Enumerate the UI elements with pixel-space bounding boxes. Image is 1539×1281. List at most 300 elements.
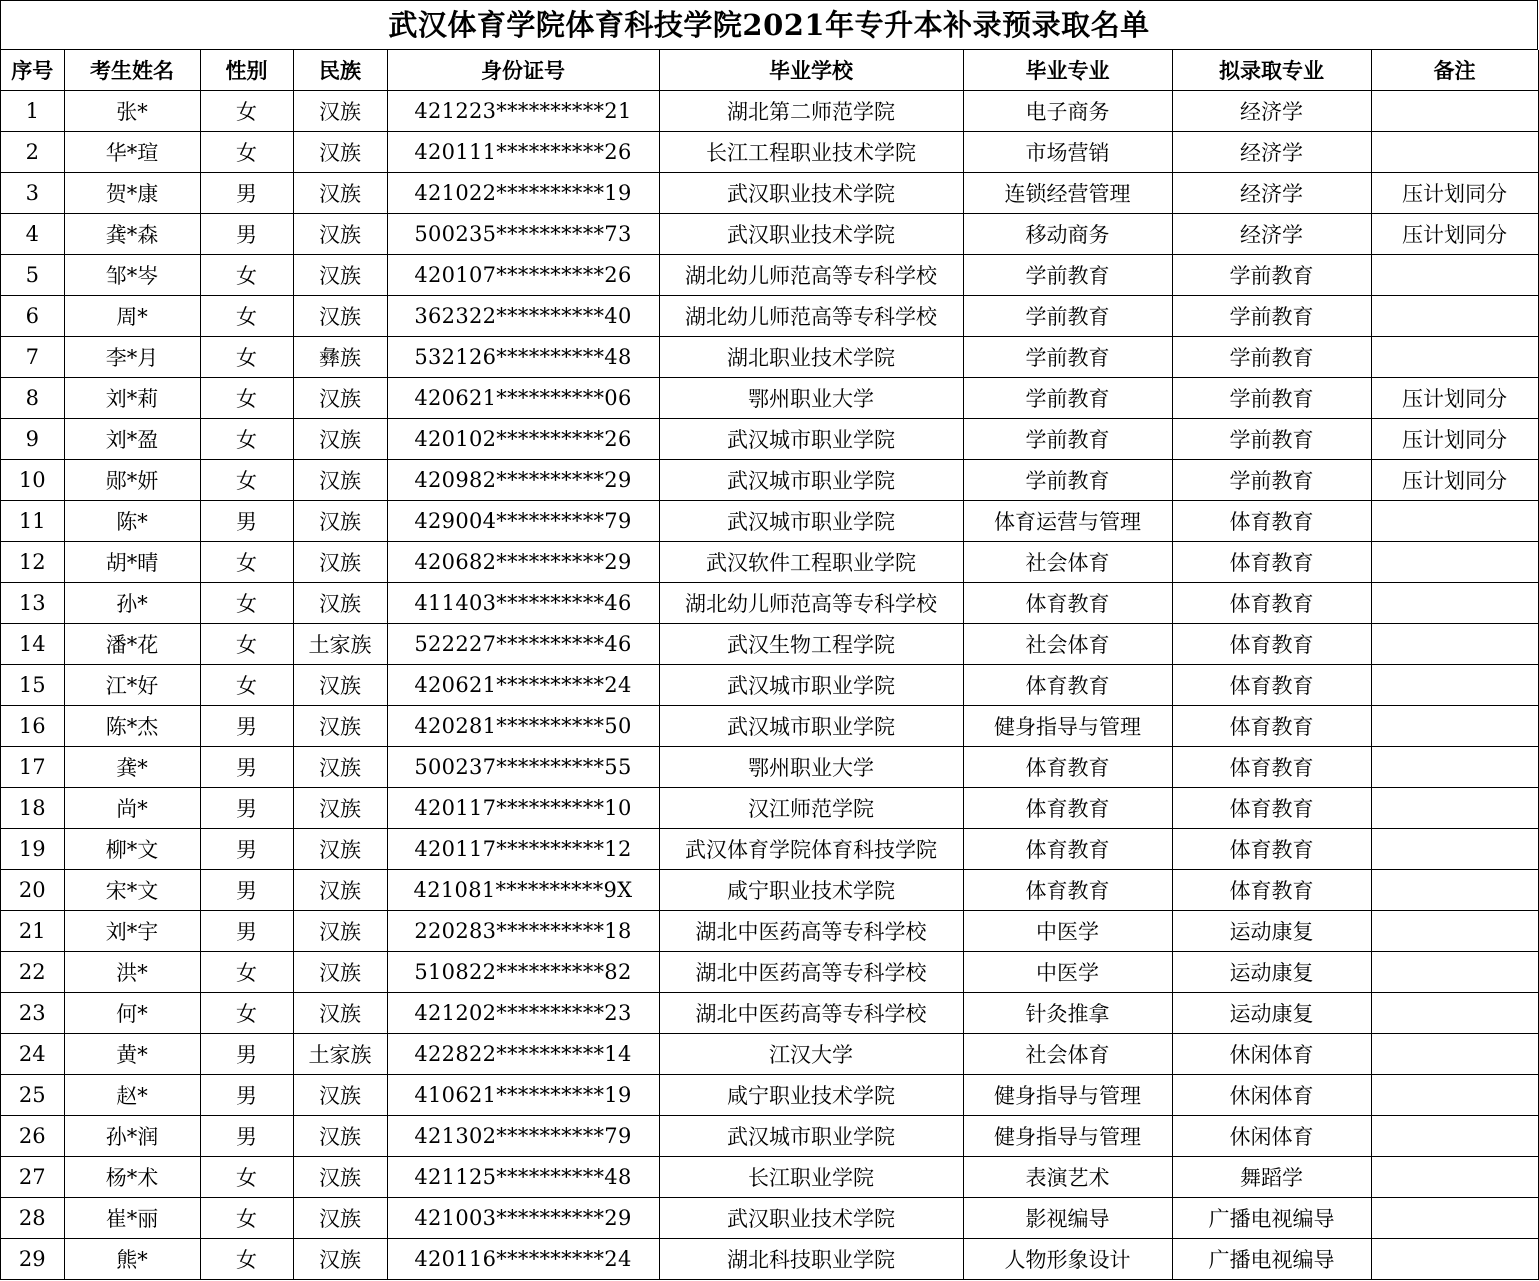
cell-name: 华*瑄 <box>64 132 200 173</box>
cell-ethnicity: 汉族 <box>293 132 387 173</box>
cell-gender: 女 <box>200 419 293 460</box>
cell-ethnicity: 汉族 <box>293 1075 387 1116</box>
cell-graduate-major: 中医学 <box>963 911 1172 952</box>
cell-ethnicity: 汉族 <box>293 501 387 542</box>
cell-id-number: 420117**********12 <box>387 829 659 870</box>
cell-admitted-major: 体育教育 <box>1172 706 1371 747</box>
col-header-name: 考生姓名 <box>64 50 200 91</box>
cell-ethnicity: 汉族 <box>293 1116 387 1157</box>
cell-index: 26 <box>1 1116 64 1157</box>
cell-id-number: 220283**********18 <box>387 911 659 952</box>
col-header-id-number: 身份证号 <box>387 50 659 91</box>
col-header-graduate-major: 毕业专业 <box>963 50 1172 91</box>
cell-ethnicity: 土家族 <box>293 624 387 665</box>
cell-index: 14 <box>1 624 64 665</box>
cell-name: 周* <box>64 296 200 337</box>
cell-graduate-school: 武汉软件工程职业学院 <box>659 542 963 583</box>
cell-admitted-major: 体育教育 <box>1172 583 1371 624</box>
table-row <box>1 788 1538 829</box>
cell-admitted-major: 休闲体育 <box>1172 1116 1371 1157</box>
table-row <box>1 542 1538 583</box>
cell-graduate-major: 体育教育 <box>963 665 1172 706</box>
cell-remarks <box>1371 583 1538 624</box>
cell-remarks <box>1371 132 1538 173</box>
col-header-remarks: 备注 <box>1371 50 1538 91</box>
table-row <box>1 747 1538 788</box>
cell-name: 刘*盈 <box>64 419 200 460</box>
cell-gender: 男 <box>200 1116 293 1157</box>
cell-graduate-major: 体育教育 <box>963 829 1172 870</box>
cell-id-number: 420982**********29 <box>387 460 659 501</box>
cell-graduate-school: 武汉城市职业学院 <box>659 1116 963 1157</box>
cell-id-number: 522227**********46 <box>387 624 659 665</box>
cell-admitted-major: 运动康复 <box>1172 952 1371 993</box>
cell-gender: 女 <box>200 583 293 624</box>
cell-remarks: 压计划同分 <box>1371 419 1538 460</box>
table-row <box>1 214 1538 255</box>
cell-ethnicity: 汉族 <box>293 1198 387 1239</box>
cell-admitted-major: 体育教育 <box>1172 624 1371 665</box>
cell-graduate-school: 武汉生物工程学院 <box>659 624 963 665</box>
cell-id-number: 420107**********26 <box>387 255 659 296</box>
cell-admitted-major: 广播电视编导 <box>1172 1198 1371 1239</box>
cell-graduate-school: 武汉城市职业学院 <box>659 501 963 542</box>
cell-remarks <box>1371 788 1538 829</box>
cell-graduate-major: 学前教育 <box>963 419 1172 460</box>
cell-index: 19 <box>1 829 64 870</box>
cell-name: 孙*润 <box>64 1116 200 1157</box>
cell-gender: 男 <box>200 173 293 214</box>
cell-id-number: 421003**********29 <box>387 1198 659 1239</box>
cell-name: 龚* <box>64 747 200 788</box>
cell-admitted-major: 学前教育 <box>1172 419 1371 460</box>
cell-index: 10 <box>1 460 64 501</box>
cell-graduate-school: 武汉城市职业学院 <box>659 665 963 706</box>
cell-graduate-major: 市场营销 <box>963 132 1172 173</box>
cell-graduate-major: 针灸推拿 <box>963 993 1172 1034</box>
cell-gender: 女 <box>200 542 293 583</box>
cell-id-number: 500237**********55 <box>387 747 659 788</box>
cell-id-number: 422822**********14 <box>387 1034 659 1075</box>
cell-gender: 女 <box>200 952 293 993</box>
cell-index: 20 <box>1 870 64 911</box>
cell-index: 23 <box>1 993 64 1034</box>
cell-graduate-school: 武汉城市职业学院 <box>659 706 963 747</box>
cell-graduate-school: 武汉体育学院体育科技学院 <box>659 829 963 870</box>
table-row <box>1 91 1538 132</box>
document-title: 武汉体育学院体育科技学院2021年专升本补录预录取名单 <box>1 1 1538 50</box>
table-row <box>1 1075 1538 1116</box>
cell-name: 杨*术 <box>64 1157 200 1198</box>
table-row <box>1 870 1538 911</box>
cell-graduate-major: 学前教育 <box>963 255 1172 296</box>
cell-graduate-school: 湖北幼儿师范高等专科学校 <box>659 255 963 296</box>
cell-index: 22 <box>1 952 64 993</box>
cell-name: 郧*妍 <box>64 460 200 501</box>
cell-admitted-major: 经济学 <box>1172 173 1371 214</box>
cell-remarks <box>1371 829 1538 870</box>
cell-graduate-major: 健身指导与管理 <box>963 1075 1172 1116</box>
admission-table <box>1 50 1539 1280</box>
cell-admitted-major: 体育教育 <box>1172 788 1371 829</box>
cell-ethnicity: 汉族 <box>293 747 387 788</box>
cell-ethnicity: 汉族 <box>293 665 387 706</box>
cell-ethnicity: 汉族 <box>293 993 387 1034</box>
table-body <box>1 91 1538 1280</box>
cell-gender: 男 <box>200 829 293 870</box>
cell-graduate-school: 咸宁职业技术学院 <box>659 870 963 911</box>
cell-graduate-school: 武汉职业技术学院 <box>659 1198 963 1239</box>
table-row <box>1 1239 1538 1280</box>
cell-gender: 男 <box>200 911 293 952</box>
cell-name: 陈*杰 <box>64 706 200 747</box>
cell-graduate-major: 连锁经营管理 <box>963 173 1172 214</box>
cell-graduate-major: 学前教育 <box>963 460 1172 501</box>
cell-graduate-major: 影视编导 <box>963 1198 1172 1239</box>
cell-index: 28 <box>1 1198 64 1239</box>
table-row <box>1 501 1538 542</box>
cell-ethnicity: 汉族 <box>293 1157 387 1198</box>
table-row <box>1 173 1538 214</box>
cell-index: 17 <box>1 747 64 788</box>
table-row <box>1 624 1538 665</box>
cell-gender: 女 <box>200 296 293 337</box>
cell-index: 4 <box>1 214 64 255</box>
table-row <box>1 911 1538 952</box>
cell-id-number: 421022**********19 <box>387 173 659 214</box>
cell-id-number: 429004**********79 <box>387 501 659 542</box>
cell-ethnicity: 汉族 <box>293 378 387 419</box>
cell-admitted-major: 体育教育 <box>1172 747 1371 788</box>
cell-ethnicity: 汉族 <box>293 1239 387 1280</box>
cell-name: 孙* <box>64 583 200 624</box>
cell-index: 18 <box>1 788 64 829</box>
cell-index: 15 <box>1 665 64 706</box>
cell-gender: 男 <box>200 1075 293 1116</box>
cell-index: 16 <box>1 706 64 747</box>
cell-gender: 男 <box>200 747 293 788</box>
cell-remarks <box>1371 296 1538 337</box>
cell-index: 13 <box>1 583 64 624</box>
table-row <box>1 255 1538 296</box>
cell-remarks: 压计划同分 <box>1371 378 1538 419</box>
cell-graduate-major: 表演艺术 <box>963 1157 1172 1198</box>
cell-id-number: 421125**********48 <box>387 1157 659 1198</box>
cell-admitted-major: 体育教育 <box>1172 870 1371 911</box>
cell-graduate-major: 健身指导与管理 <box>963 706 1172 747</box>
cell-admitted-major: 学前教育 <box>1172 255 1371 296</box>
cell-admitted-major: 学前教育 <box>1172 337 1371 378</box>
cell-name: 陈* <box>64 501 200 542</box>
cell-index: 5 <box>1 255 64 296</box>
cell-name: 柳*文 <box>64 829 200 870</box>
cell-graduate-major: 社会体育 <box>963 624 1172 665</box>
cell-gender: 女 <box>200 255 293 296</box>
cell-admitted-major: 体育教育 <box>1172 542 1371 583</box>
col-header-graduate-school: 毕业学校 <box>659 50 963 91</box>
table-row <box>1 583 1538 624</box>
cell-graduate-school: 鄂州职业大学 <box>659 747 963 788</box>
cell-remarks <box>1371 1034 1538 1075</box>
cell-remarks <box>1371 337 1538 378</box>
cell-graduate-major: 人物形象设计 <box>963 1239 1172 1280</box>
cell-id-number: 362322**********40 <box>387 296 659 337</box>
cell-index: 27 <box>1 1157 64 1198</box>
cell-remarks <box>1371 91 1538 132</box>
cell-remarks <box>1371 870 1538 911</box>
cell-name: 龚*森 <box>64 214 200 255</box>
cell-remarks <box>1371 1198 1538 1239</box>
cell-name: 赵* <box>64 1075 200 1116</box>
cell-graduate-major: 电子商务 <box>963 91 1172 132</box>
cell-remarks <box>1371 747 1538 788</box>
cell-graduate-school: 湖北中医药高等专科学校 <box>659 993 963 1034</box>
cell-graduate-school: 武汉城市职业学院 <box>659 460 963 501</box>
cell-admitted-major: 运动康复 <box>1172 993 1371 1034</box>
cell-admitted-major: 经济学 <box>1172 214 1371 255</box>
cell-name: 张* <box>64 91 200 132</box>
cell-ethnicity: 汉族 <box>293 583 387 624</box>
cell-gender: 女 <box>200 665 293 706</box>
cell-admitted-major: 休闲体育 <box>1172 1075 1371 1116</box>
cell-ethnicity: 汉族 <box>293 952 387 993</box>
table-row <box>1 132 1538 173</box>
cell-id-number: 532126**********48 <box>387 337 659 378</box>
cell-gender: 女 <box>200 1157 293 1198</box>
cell-ethnicity: 汉族 <box>293 173 387 214</box>
cell-ethnicity: 汉族 <box>293 255 387 296</box>
cell-remarks <box>1371 255 1538 296</box>
cell-remarks <box>1371 501 1538 542</box>
cell-id-number: 420116**********24 <box>387 1239 659 1280</box>
cell-id-number: 420682**********29 <box>387 542 659 583</box>
cell-id-number: 420621**********24 <box>387 665 659 706</box>
col-header-ethnicity: 民族 <box>293 50 387 91</box>
cell-remarks <box>1371 993 1538 1034</box>
table-row <box>1 419 1538 460</box>
table-row <box>1 952 1538 993</box>
cell-ethnicity: 汉族 <box>293 706 387 747</box>
cell-ethnicity: 土家族 <box>293 1034 387 1075</box>
cell-graduate-school: 武汉职业技术学院 <box>659 214 963 255</box>
cell-id-number: 411403**********46 <box>387 583 659 624</box>
cell-index: 9 <box>1 419 64 460</box>
cell-graduate-school: 长江职业学院 <box>659 1157 963 1198</box>
cell-graduate-major: 体育教育 <box>963 747 1172 788</box>
cell-id-number: 421081**********9X <box>387 870 659 911</box>
cell-graduate-major: 体育运营与管理 <box>963 501 1172 542</box>
cell-graduate-school: 湖北职业技术学院 <box>659 337 963 378</box>
table-row <box>1 460 1538 501</box>
cell-admitted-major: 体育教育 <box>1172 665 1371 706</box>
cell-gender: 男 <box>200 870 293 911</box>
cell-index: 8 <box>1 378 64 419</box>
cell-admitted-major: 学前教育 <box>1172 378 1371 419</box>
cell-name: 刘*莉 <box>64 378 200 419</box>
cell-graduate-major: 体育教育 <box>963 583 1172 624</box>
cell-id-number: 420281**********50 <box>387 706 659 747</box>
cell-id-number: 420111**********26 <box>387 132 659 173</box>
cell-name: 何* <box>64 993 200 1034</box>
table-row <box>1 993 1538 1034</box>
cell-id-number: 410621**********19 <box>387 1075 659 1116</box>
cell-name: 潘*花 <box>64 624 200 665</box>
table-row <box>1 706 1538 747</box>
table-row <box>1 665 1538 706</box>
cell-graduate-school: 武汉职业技术学院 <box>659 173 963 214</box>
cell-ethnicity: 汉族 <box>293 829 387 870</box>
cell-gender: 男 <box>200 501 293 542</box>
cell-remarks <box>1371 952 1538 993</box>
cell-graduate-major: 移动商务 <box>963 214 1172 255</box>
cell-remarks <box>1371 624 1538 665</box>
cell-index: 24 <box>1 1034 64 1075</box>
cell-gender: 女 <box>200 378 293 419</box>
col-header-admitted-major: 拟录取专业 <box>1172 50 1371 91</box>
cell-ethnicity: 汉族 <box>293 542 387 583</box>
table-row <box>1 296 1538 337</box>
cell-gender: 女 <box>200 132 293 173</box>
cell-admitted-major: 舞蹈学 <box>1172 1157 1371 1198</box>
cell-graduate-school: 湖北中医药高等专科学校 <box>659 911 963 952</box>
table-row <box>1 378 1538 419</box>
cell-graduate-major: 学前教育 <box>963 337 1172 378</box>
cell-graduate-school: 鄂州职业大学 <box>659 378 963 419</box>
cell-id-number: 421302**********79 <box>387 1116 659 1157</box>
cell-id-number: 420117**********10 <box>387 788 659 829</box>
cell-admitted-major: 体育教育 <box>1172 829 1371 870</box>
cell-gender: 女 <box>200 91 293 132</box>
cell-name: 崔*丽 <box>64 1198 200 1239</box>
header-row <box>1 50 1538 91</box>
cell-remarks <box>1371 542 1538 583</box>
cell-gender: 男 <box>200 214 293 255</box>
cell-name: 邹*岑 <box>64 255 200 296</box>
cell-admitted-major: 经济学 <box>1172 91 1371 132</box>
cell-gender: 女 <box>200 1198 293 1239</box>
cell-graduate-major: 健身指导与管理 <box>963 1116 1172 1157</box>
col-header-gender: 性别 <box>200 50 293 91</box>
cell-ethnicity: 汉族 <box>293 419 387 460</box>
cell-ethnicity: 汉族 <box>293 460 387 501</box>
cell-graduate-major: 学前教育 <box>963 378 1172 419</box>
cell-name: 洪* <box>64 952 200 993</box>
cell-gender: 女 <box>200 1239 293 1280</box>
cell-name: 贺*康 <box>64 173 200 214</box>
cell-remarks <box>1371 911 1538 952</box>
cell-gender: 男 <box>200 1034 293 1075</box>
cell-name: 宋*文 <box>64 870 200 911</box>
cell-graduate-school: 长江工程职业技术学院 <box>659 132 963 173</box>
cell-id-number: 420621**********06 <box>387 378 659 419</box>
cell-id-number: 421223**********21 <box>387 91 659 132</box>
cell-ethnicity: 汉族 <box>293 91 387 132</box>
cell-remarks <box>1371 706 1538 747</box>
cell-ethnicity: 彝族 <box>293 337 387 378</box>
cell-ethnicity: 汉族 <box>293 911 387 952</box>
col-header-index: 序号 <box>1 50 64 91</box>
cell-remarks: 压计划同分 <box>1371 214 1538 255</box>
cell-admitted-major: 学前教育 <box>1172 460 1371 501</box>
cell-admitted-major: 学前教育 <box>1172 296 1371 337</box>
cell-name: 熊* <box>64 1239 200 1280</box>
cell-ethnicity: 汉族 <box>293 870 387 911</box>
cell-ethnicity: 汉族 <box>293 214 387 255</box>
cell-graduate-major: 中医学 <box>963 952 1172 993</box>
cell-remarks <box>1371 665 1538 706</box>
cell-gender: 女 <box>200 993 293 1034</box>
cell-remarks: 压计划同分 <box>1371 460 1538 501</box>
cell-index: 6 <box>1 296 64 337</box>
cell-ethnicity: 汉族 <box>293 788 387 829</box>
cell-gender: 女 <box>200 624 293 665</box>
cell-gender: 男 <box>200 706 293 747</box>
cell-index: 25 <box>1 1075 64 1116</box>
cell-graduate-school: 湖北第二师范学院 <box>659 91 963 132</box>
cell-gender: 男 <box>200 788 293 829</box>
cell-index: 1 <box>1 91 64 132</box>
cell-index: 11 <box>1 501 64 542</box>
cell-index: 3 <box>1 173 64 214</box>
cell-admitted-major: 广播电视编导 <box>1172 1239 1371 1280</box>
cell-id-number: 500235**********73 <box>387 214 659 255</box>
cell-name: 尚* <box>64 788 200 829</box>
cell-graduate-school: 湖北科技职业学院 <box>659 1239 963 1280</box>
cell-index: 7 <box>1 337 64 378</box>
cell-graduate-school: 湖北中医药高等专科学校 <box>659 952 963 993</box>
cell-graduate-school: 咸宁职业技术学院 <box>659 1075 963 1116</box>
cell-name: 李*月 <box>64 337 200 378</box>
cell-id-number: 510822**********82 <box>387 952 659 993</box>
cell-remarks <box>1371 1116 1538 1157</box>
cell-graduate-school: 湖北幼儿师范高等专科学校 <box>659 583 963 624</box>
cell-name: 刘*宇 <box>64 911 200 952</box>
cell-name: 江*好 <box>64 665 200 706</box>
cell-ethnicity: 汉族 <box>293 296 387 337</box>
cell-name: 黄* <box>64 1034 200 1075</box>
cell-gender: 女 <box>200 337 293 378</box>
cell-admitted-major: 体育教育 <box>1172 501 1371 542</box>
cell-remarks <box>1371 1157 1538 1198</box>
cell-remarks <box>1371 1239 1538 1280</box>
cell-graduate-major: 学前教育 <box>963 296 1172 337</box>
cell-graduate-major: 体育教育 <box>963 788 1172 829</box>
table-row <box>1 1034 1538 1075</box>
cell-graduate-school: 湖北幼儿师范高等专科学校 <box>659 296 963 337</box>
cell-graduate-major: 社会体育 <box>963 1034 1172 1075</box>
cell-remarks <box>1371 1075 1538 1116</box>
table-row <box>1 337 1538 378</box>
cell-graduate-school: 江汉大学 <box>659 1034 963 1075</box>
cell-index: 2 <box>1 132 64 173</box>
cell-admitted-major: 休闲体育 <box>1172 1034 1371 1075</box>
cell-graduate-school: 汉江师范学院 <box>659 788 963 829</box>
cell-graduate-major: 社会体育 <box>963 542 1172 583</box>
cell-id-number: 420102**********26 <box>387 419 659 460</box>
cell-gender: 女 <box>200 460 293 501</box>
cell-admitted-major: 经济学 <box>1172 132 1371 173</box>
cell-graduate-school: 武汉城市职业学院 <box>659 419 963 460</box>
table-row <box>1 1198 1538 1239</box>
cell-name: 胡*晴 <box>64 542 200 583</box>
cell-admitted-major: 运动康复 <box>1172 911 1371 952</box>
cell-remarks: 压计划同分 <box>1371 173 1538 214</box>
table-row <box>1 1116 1538 1157</box>
cell-index: 12 <box>1 542 64 583</box>
table-row <box>1 829 1538 870</box>
cell-index: 21 <box>1 911 64 952</box>
cell-id-number: 421202**********23 <box>387 993 659 1034</box>
